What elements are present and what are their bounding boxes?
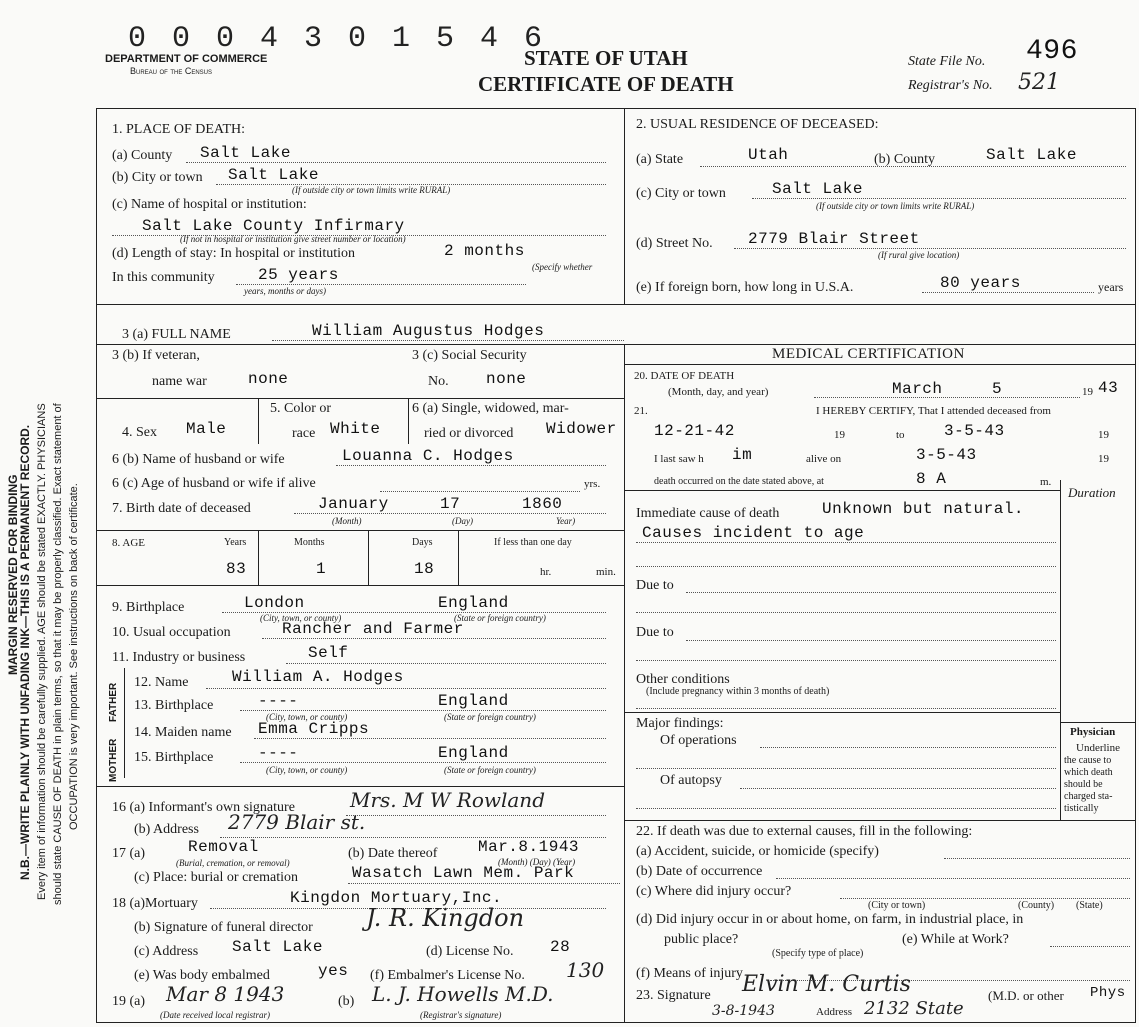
operations-line-b xyxy=(636,768,1056,769)
frame-rule-2 xyxy=(96,344,624,345)
state-file-label: State File No. xyxy=(908,54,986,69)
director-label: (b) Signature of funeral director xyxy=(134,920,313,935)
father-name-line xyxy=(206,688,606,689)
director-signature: J. R. Kingdon xyxy=(366,904,525,932)
industry-value: Self xyxy=(308,644,349,662)
occupation-label: 10. Usual occupation xyxy=(112,625,231,640)
residence-county-label: (b) County xyxy=(874,152,936,167)
embalmer-license-label: (f) Embalmer's License No. xyxy=(370,968,525,983)
external-c-county-caption: (County) xyxy=(1018,900,1055,911)
father-birthplace-label: 13. Birthplace xyxy=(134,698,214,713)
full-name-label: 3 (a) FULL NAME xyxy=(122,327,231,342)
father-birthplace-city: ---- xyxy=(258,692,299,710)
place-hospital-label: (c) Name of hospital or institution: xyxy=(112,197,307,212)
sex-value: Male xyxy=(186,420,227,438)
alive-label: alive on xyxy=(806,453,842,465)
external-d-caption: (Specify type of place) xyxy=(772,948,864,959)
ss-value: none xyxy=(486,370,527,388)
burial-place-line xyxy=(348,883,620,884)
mortuary-value: Kingdon Mortuary,Inc. xyxy=(290,889,503,907)
age-months-caption: Months xyxy=(294,537,325,548)
birthplace-state-caption: (State or foreign country) xyxy=(454,613,546,623)
maiden-name: Emma Cripps xyxy=(258,720,370,738)
bureau-label: Bureau of the Census xyxy=(130,66,213,76)
place-heading: 1. PLACE OF DEATH: xyxy=(112,122,246,137)
autopsy-label: Of autopsy xyxy=(660,773,722,788)
last-saw-pronoun: im xyxy=(732,446,753,464)
registrar-label: Registrar's No. xyxy=(908,78,993,93)
physician-note-1: Physician xyxy=(1070,726,1116,738)
place-county-line xyxy=(186,162,606,163)
mortuary-address-label: (c) Address xyxy=(134,944,199,959)
physician-note-7: tistically xyxy=(1064,803,1099,814)
age-days: 18 xyxy=(414,560,435,578)
residence-state-line xyxy=(700,166,1126,167)
due-to-2-label: Due to xyxy=(636,625,674,640)
informant-signature: Mrs. M W Rowland xyxy=(350,788,545,812)
full-name: William Augustus Hodges xyxy=(312,322,545,340)
external-b: (b) Date of occurrence xyxy=(636,864,763,879)
registration-date: Mar 8 1943 xyxy=(166,982,285,1006)
last-saw-date: 3-5-43 xyxy=(916,446,977,464)
war-label: name war xyxy=(152,374,207,389)
age-label: 8. AGE xyxy=(112,537,145,549)
dod-caption: (Month, day, and year) xyxy=(668,386,769,398)
father-bp-city-caption: (City, town, or county) xyxy=(266,712,348,722)
birthplace-city: London xyxy=(244,594,305,612)
other-conditions-caption: (Include pregnancy within 3 months of death) xyxy=(646,686,830,697)
death-time: 8 A xyxy=(916,470,947,488)
place-county-label: (a) County xyxy=(112,148,173,163)
place-city-label: (b) City or town xyxy=(112,170,203,185)
mortuary-address: Salt Lake xyxy=(232,938,323,956)
due-line-1b xyxy=(636,612,1056,613)
burial-place-label: (c) Place: burial or cremation xyxy=(134,870,299,885)
mother-bp-city-caption: (City, town, or county) xyxy=(266,765,348,775)
external-e-line xyxy=(1050,946,1130,947)
burial-place: Wasatch Lawn Mem. Park xyxy=(352,864,575,882)
disposition-label: 17 (a) xyxy=(112,846,146,861)
mother-birthplace-label: 15. Birthplace xyxy=(134,750,214,765)
race-divider xyxy=(408,398,409,444)
external-e: (e) While at Work? xyxy=(902,932,1009,947)
external-c-state-caption: (State) xyxy=(1076,900,1103,911)
birth-year: 1860 xyxy=(522,495,563,513)
spouse-value: Louanna C. Hodges xyxy=(342,447,514,465)
father-name: William A. Hodges xyxy=(232,668,404,686)
registrar-sig-caption: (Registrar's signature) xyxy=(420,1010,502,1020)
birthplace-country: England xyxy=(438,594,509,612)
external-f: (f) Means of injury xyxy=(636,966,743,981)
residence-street-line xyxy=(734,248,1126,249)
frame-rule-5 xyxy=(96,585,624,586)
race-label: race xyxy=(292,426,316,441)
external-a: (a) Accident, suicide, or homicide (specify) xyxy=(636,844,879,859)
age-days-caption: Days xyxy=(412,537,433,548)
marital-label-1: 6 (a) Single, widowed, mar- xyxy=(412,401,569,416)
residence-foreign-label: (e) If foreign born, how long in U.S.A. xyxy=(636,280,854,295)
informant-sig-label: 16 (a) Informant's own signature xyxy=(112,800,295,815)
department-label: DEPARTMENT OF COMMERCE xyxy=(105,53,268,65)
maiden-name-label: 14. Maiden name xyxy=(134,725,232,740)
father-name-label: 12. Name xyxy=(134,675,189,690)
residence-city-note: (If outside city or town limits write RURAL) xyxy=(816,201,975,211)
frame-rule-1 xyxy=(96,304,1136,305)
birthdate-label: 7. Birth date of deceased xyxy=(112,501,251,516)
residence-foreign-line xyxy=(922,292,1094,293)
disposition-value: Removal xyxy=(188,838,259,856)
age-div-1 xyxy=(258,530,259,585)
last-saw-19: 19 xyxy=(1098,453,1109,465)
place-community: 25 years xyxy=(258,266,339,284)
occupation-line xyxy=(262,638,606,639)
spouse-age-line xyxy=(380,491,580,492)
last-saw-label: I last saw h xyxy=(654,453,704,465)
age-div-2 xyxy=(368,530,369,585)
sex-label: 4. Sex xyxy=(122,425,157,440)
embalmed-label: (e) Was body embalmed xyxy=(134,968,270,983)
residence-city: Salt Lake xyxy=(772,180,863,198)
due-to-1-label: Due to xyxy=(636,578,674,593)
place-city-note: (If outside city or town limits write RURAL) xyxy=(292,185,451,195)
external-b-line xyxy=(776,878,1130,879)
mother-birthplace-line xyxy=(240,762,606,763)
medical-heading: MEDICAL CERTIFICATION xyxy=(772,346,965,362)
margin-binding-note: MARGIN RESERVED FOR BINDING xyxy=(6,474,20,675)
place-community-note: years, months or days) xyxy=(244,286,326,296)
death-occurred-label: death occurred on the date stated above, at xyxy=(654,476,824,487)
due-line-2b xyxy=(636,660,1056,661)
frame-rule-3 xyxy=(96,398,624,399)
race-value: White xyxy=(330,420,381,438)
physician-signature: Elvin M. Curtis xyxy=(742,972,911,997)
registrar-number: 521 xyxy=(1018,70,1060,95)
major-findings-label: Major findings: xyxy=(636,716,724,731)
frame-rule-ext xyxy=(624,820,1136,821)
death-time-m: m. xyxy=(1040,476,1052,488)
dod-day: 5 xyxy=(992,380,1003,398)
industry-label: 11. Industry or business xyxy=(112,650,246,665)
frame-rule-6 xyxy=(96,786,624,787)
cause-line-2 xyxy=(636,566,1056,567)
registrar-signature: L. J. Howells M.D. xyxy=(372,982,554,1006)
ss-no-label: No. xyxy=(428,374,449,389)
father-side-label: FATHER xyxy=(108,682,119,722)
operations-line xyxy=(760,747,1056,748)
external-d-1: (d) Did injury occur in or about home, on farm, in industrial place, in xyxy=(636,912,1024,927)
physician-note-5: should be xyxy=(1064,779,1103,790)
place-stay: 2 months xyxy=(444,242,525,260)
immediate-cause-1: Unknown but natural. xyxy=(822,500,1025,518)
place-hospital: Salt Lake County Infirmary xyxy=(142,217,405,235)
margin-instructions-2: should state CAUSE OF DEATH in plain terms, so that it may be properly classified. Exact statement of xyxy=(52,403,64,905)
external-a-line xyxy=(944,858,1130,859)
residence-street-label: (d) Street No. xyxy=(636,236,713,251)
informant-sig-line xyxy=(346,815,606,816)
spouse-age-label: 6 (c) Age of husband or wife if alive xyxy=(112,476,316,491)
industry-line xyxy=(286,663,606,664)
veteran-label: 3 (b) If veteran, xyxy=(112,348,200,363)
license-label: (d) License No. xyxy=(426,944,514,959)
cause-line-1 xyxy=(636,542,1056,543)
residence-city-line xyxy=(752,198,1126,199)
age-div-3 xyxy=(458,530,459,585)
residence-street: 2779 Blair Street xyxy=(748,230,920,248)
father-bp-state-caption: (State or foreign country) xyxy=(444,712,536,722)
year-caption: Year) xyxy=(556,516,576,526)
birthplace-city-caption: (City, town, or county) xyxy=(260,613,342,623)
margin-write-plainly: N.B.—WRITE PLAINLY WITH UNFADING INK—THIS IS A PERMANENT RECORD. xyxy=(18,424,32,880)
medical-heading-rule xyxy=(624,364,1136,365)
age-years-caption: Years xyxy=(224,537,247,548)
margin-instructions-3: OCCUPATION is very important. See instructions on back of certificate. xyxy=(68,483,80,830)
spouse-line xyxy=(336,465,606,466)
place-hospital-note: (If not in hospital or institution give street number or location) xyxy=(180,234,406,244)
ss-label: 3 (c) Social Security xyxy=(412,348,527,363)
age-min: min. xyxy=(596,566,616,578)
informant-address: 2779 Blair st. xyxy=(228,810,366,834)
dod-year: 43 xyxy=(1098,379,1119,397)
attend-to: 3-5-43 xyxy=(944,422,1005,440)
margin-instructions-1: Every item of information should be carefully supplied. AGE should be stated EXACTLY. PHYSICIANS xyxy=(36,403,48,900)
residence-state: Utah xyxy=(748,146,789,164)
place-specify-note: (Specify whether xyxy=(532,262,593,272)
operations-label: Of operations xyxy=(660,733,737,748)
autopsy-line-b xyxy=(636,808,1056,809)
external-heading: 22. If death was due to external causes, fill in the following: xyxy=(636,824,973,839)
physician-sig-label: 23. Signature xyxy=(636,988,711,1003)
attend-from: 12-21-42 xyxy=(654,422,735,440)
dod-label: 20. DATE OF DEATH xyxy=(634,370,735,382)
disposition-caption: (Burial, cremation, or removal) xyxy=(176,858,290,868)
place-county: Salt Lake xyxy=(200,144,291,162)
physician-note-2: Underline xyxy=(1076,742,1120,754)
frame-rule-med xyxy=(624,344,1136,345)
physician-address: 2132 State xyxy=(864,998,964,1019)
duration-divider xyxy=(1060,480,1061,820)
father-birthplace-country: England xyxy=(438,692,509,710)
residence-state-label: (a) State xyxy=(636,152,684,167)
mother-birthplace-city: ---- xyxy=(258,744,299,762)
embalmed-value: yes xyxy=(318,962,349,980)
physician-note-3: the cause to xyxy=(1064,755,1112,766)
place-community-line xyxy=(236,284,526,285)
war-value: none xyxy=(248,370,289,388)
mortuary-label: 18 (a)Mortuary xyxy=(112,896,198,911)
duration-label: Duration xyxy=(1068,485,1116,500)
mother-side-label: MOTHER xyxy=(108,738,119,782)
certificate-title: CERTIFICATE OF DEATH xyxy=(478,72,734,96)
residence-foreign: 80 years xyxy=(940,274,1021,292)
due-line-1 xyxy=(686,592,1056,593)
mother-bp-state-caption: (State or foreign country) xyxy=(444,765,536,775)
other-line xyxy=(636,708,1056,709)
birthplace-label: 9. Birthplace xyxy=(112,600,185,615)
external-c-line xyxy=(840,898,1130,899)
age-months: 1 xyxy=(316,560,327,578)
physician-sig-date: 3-8-1943 xyxy=(712,1003,775,1019)
certify-text: I HEREBY CERTIFY, That I attended deceased from xyxy=(816,405,1051,417)
state-file-number: 496 xyxy=(1026,36,1078,67)
disposition-date-caption: (Month) (Day) (Year) xyxy=(498,857,576,867)
frame-divider-main xyxy=(624,344,625,1023)
medical-rule-2 xyxy=(624,490,1060,491)
immediate-cause-2: Causes incident to age xyxy=(642,524,865,542)
physician-note-6: charged sta- xyxy=(1064,791,1113,802)
frame-divider-top xyxy=(624,108,625,304)
attend-from-19: 19 xyxy=(834,429,845,441)
physician-md-label: (M.D. or other xyxy=(988,988,1064,1003)
birth-day: 17 xyxy=(440,495,461,513)
informant-address-label: (b) Address xyxy=(134,822,199,837)
marital-label-2: ried or divorced xyxy=(424,426,514,441)
father-birthplace-line xyxy=(240,710,606,711)
license-value: 28 xyxy=(550,938,571,956)
serial-number: 0 0 0 4 3 0 1 5 4 6 xyxy=(128,22,547,56)
place-city: Salt Lake xyxy=(228,166,319,184)
spouse-label: 6 (b) Name of husband or wife xyxy=(112,452,285,467)
residence-heading: 2. USUAL RESIDENCE OF DECEASED: xyxy=(636,117,879,132)
day-caption: (Day) xyxy=(452,516,473,526)
full-name-line xyxy=(272,340,624,341)
immediate-cause-label: Immediate cause of death xyxy=(636,506,780,521)
external-c: (c) Where did injury occur? xyxy=(636,884,792,899)
attend-to-label: to xyxy=(896,429,905,441)
age-hr: hr. xyxy=(540,566,552,578)
month-caption: (Month) xyxy=(332,516,362,526)
residence-street-note: (If rural give location) xyxy=(878,250,960,260)
residence-city-label: (c) City or town xyxy=(636,186,726,201)
spouse-age-yrs: yrs. xyxy=(584,478,601,490)
due-line-2 xyxy=(686,640,1056,641)
maiden-name-line xyxy=(254,738,606,739)
physician-box-top xyxy=(1060,722,1136,723)
parents-bracket xyxy=(124,668,125,778)
mother-birthplace-country: England xyxy=(438,744,509,762)
external-c-city-caption: (City or town) xyxy=(868,900,926,911)
external-d-2: public place? xyxy=(664,932,739,947)
residence-years-suffix: years xyxy=(1098,280,1124,294)
autopsy-line xyxy=(740,788,1056,789)
frame-rule-4 xyxy=(96,530,624,531)
state-title: STATE OF UTAH xyxy=(524,46,688,70)
disposition-date-label: (b) Date thereof xyxy=(348,846,438,861)
attend-to-19: 19 xyxy=(1098,429,1109,441)
birthdate-line xyxy=(294,513,606,514)
dod-line xyxy=(814,397,1080,398)
medical-rule-3 xyxy=(624,712,1060,713)
occupation-value: Rancher and Farmer xyxy=(282,620,464,638)
embalmer-license: 130 xyxy=(566,958,605,982)
physician-note-4: which death xyxy=(1064,767,1113,778)
registration-date-caption: (Date received local registrar) xyxy=(160,1010,271,1020)
dod-month: March xyxy=(892,380,943,398)
age-lessday-caption: If less than one day xyxy=(494,537,572,548)
disposition-date: Mar.8.1943 xyxy=(478,838,580,856)
certify-number: 21. xyxy=(634,405,648,417)
dod-year-prefix: 19 xyxy=(1082,386,1093,398)
birth-month: January xyxy=(318,495,389,513)
color-label: 5. Color or xyxy=(270,401,332,416)
marital-value: Widower xyxy=(546,420,617,438)
registrar-sig-label: (b) xyxy=(338,994,355,1009)
physician-md-value: Phys xyxy=(1090,985,1126,1001)
other-conditions-label: Other conditions xyxy=(636,672,730,687)
age-years: 83 xyxy=(226,560,247,578)
sex-divider xyxy=(258,398,259,444)
place-community-label: In this community xyxy=(112,270,215,285)
place-stay-label: (d) Length of stay: In hospital or institution xyxy=(112,246,356,261)
residence-county: Salt Lake xyxy=(986,146,1077,164)
registration-label: 19 (a) xyxy=(112,994,146,1009)
physician-address-label: Address xyxy=(816,1006,853,1018)
